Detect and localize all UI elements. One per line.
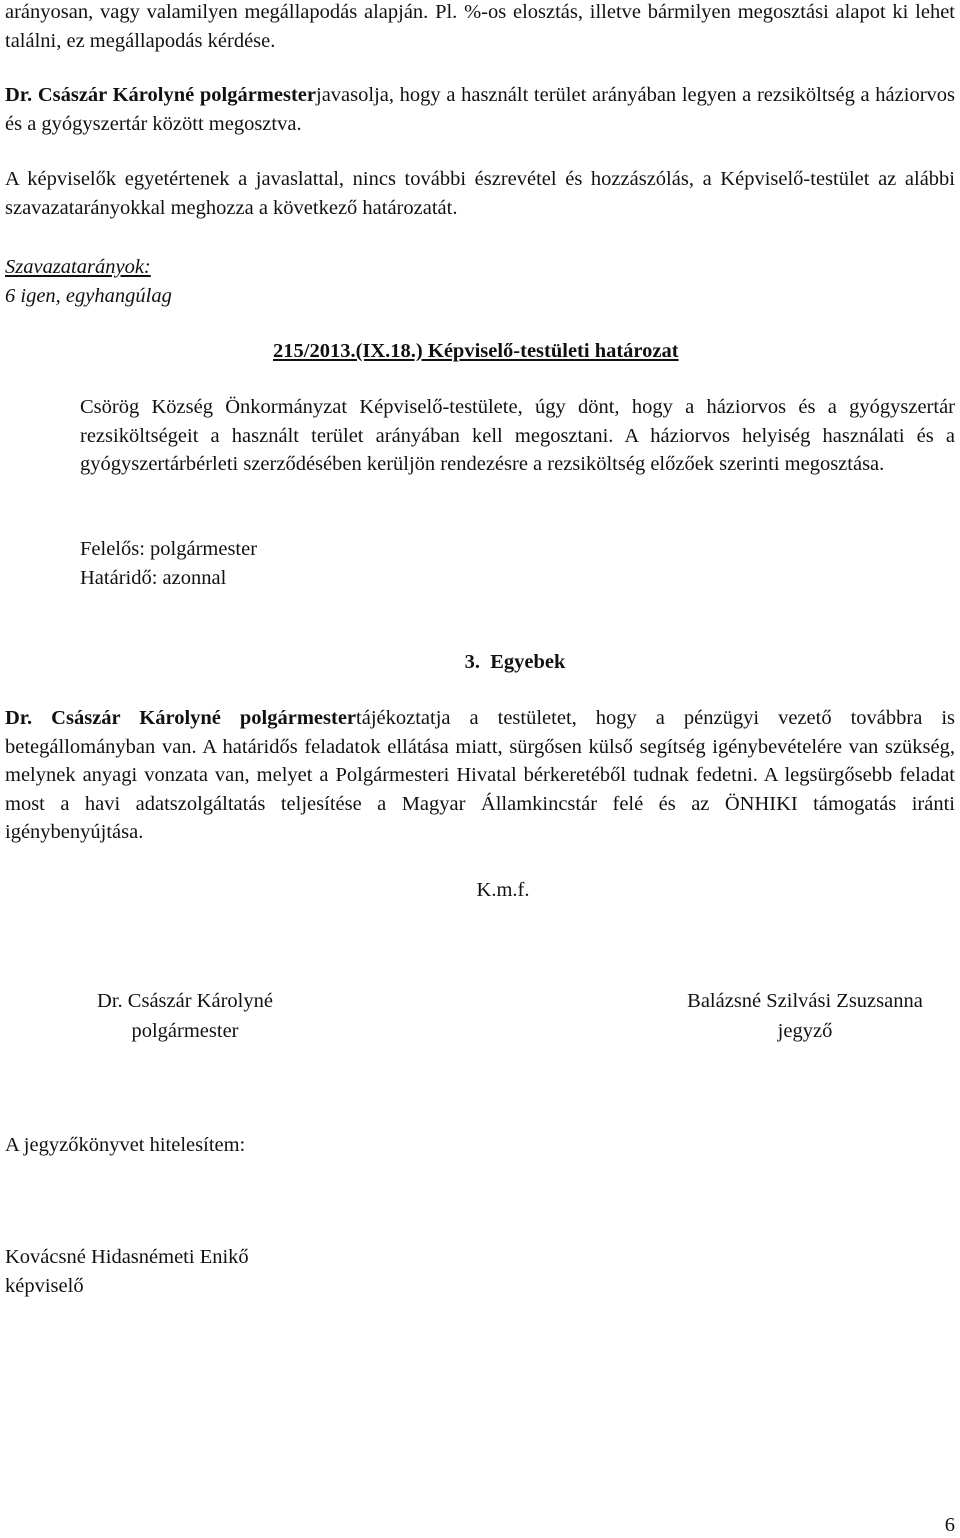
paragraph-mayor-proposal xyxy=(5,81,955,138)
kmf-text: K.m.f. xyxy=(476,879,530,901)
resolution-body xyxy=(80,393,955,479)
votes-label: Szavazatarányok: xyxy=(5,256,151,278)
signature-left xyxy=(65,986,305,1046)
authentication-label xyxy=(5,1131,955,1160)
paragraph-top xyxy=(5,0,955,55)
resolution-title-text: 215/2013.(IX.18.) Képviselő-testületi határozat xyxy=(273,340,679,362)
mayor-proposal-text: javasolja, hogy a használt terület arányában legyen a rezsiköltség a háziorvos és a gyógyszertár között megosztva. xyxy=(5,84,955,135)
signature-right-title: jegyző xyxy=(777,1020,833,1042)
votes-result: 6 igen, egyhangúlag xyxy=(5,284,172,307)
section3-body xyxy=(5,704,955,847)
resolution-body-text: Csörög Község Önkormányzat Képviselő-testülete, úgy dönt, hogy a háziorvos és a gyógyszertár rezsiköltségeit a használt terület arányában kell megosztani. A háziorvos helyiség használati és a gyógyszertárbérleti szerződésében kerüljön rendezésre a rezsiköltség előzőek szerinti megosztása. xyxy=(80,396,955,475)
paragraph-top-text: arányosan, vagy valamilyen megállapodás alapján. Pl. %-os elosztás, illetve bármilyen megosztási alapot ki lehet találni, ez megállapodás kérdése. xyxy=(5,1,955,52)
authentication-label-text: A jegyzőkönyvet hitelesítem: xyxy=(5,1134,246,1156)
signature-left-title: polgármester xyxy=(131,1020,239,1042)
resolution-meta xyxy=(80,535,955,592)
votes-block xyxy=(5,253,955,310)
section3-text: tájékoztatja a testületet, hogy a pénzügyi vezető továbbra is betegállományban van. A határidős feladatok ellátása miatt, sürgősen külső segítség igénybevételére van szükség, melynek anyagi vonzata van, melyet a Polgármesteri Hivatal bérkeretéből tudnak fedetni. A legsürgősebb feladat most a havi adatszolgáltatás teljesítése a Magyar Államkincstár felé és az ÖNHIKI támogatás iránti igénybenyújtása. xyxy=(5,707,955,843)
signature-left-name: Dr. Császár Károlyné xyxy=(97,990,273,1012)
agreement-text: A képviselők egyetértenek a javaslattal, nincs további észrevétel és hozzászólás, a Képviselő-testület az alábbi szavazatarányokkal meghozza a következő határozatát. xyxy=(5,168,955,219)
signature-right xyxy=(655,986,955,1046)
page-number xyxy=(945,1512,955,1538)
paragraph-agreement xyxy=(5,165,955,222)
document-page xyxy=(5,0,955,1537)
authentication-title: képviselő xyxy=(5,1275,84,1297)
resolution-responsible: Felelős: polgármester xyxy=(80,538,258,560)
resolution-title xyxy=(273,337,679,366)
resolution-deadline: Határidő: azonnal xyxy=(80,566,227,589)
mayor-name: Dr. Császár Károlyné polgármester xyxy=(5,84,316,106)
authentication-name: Kovácsné Hidasnémeti Enikő xyxy=(5,1246,249,1268)
page-number-text: 6 xyxy=(944,1514,955,1536)
authentication-signer xyxy=(5,1243,955,1301)
section3-heading-text: 3. Egyebek xyxy=(464,651,566,673)
signature-right-name: Balázsné Szilvási Zsuzsanna xyxy=(687,990,923,1012)
section3-mayor-name: Dr. Császár Károlyné polgármester xyxy=(5,707,357,729)
section3-heading xyxy=(5,648,960,677)
kmf-label xyxy=(443,875,563,905)
